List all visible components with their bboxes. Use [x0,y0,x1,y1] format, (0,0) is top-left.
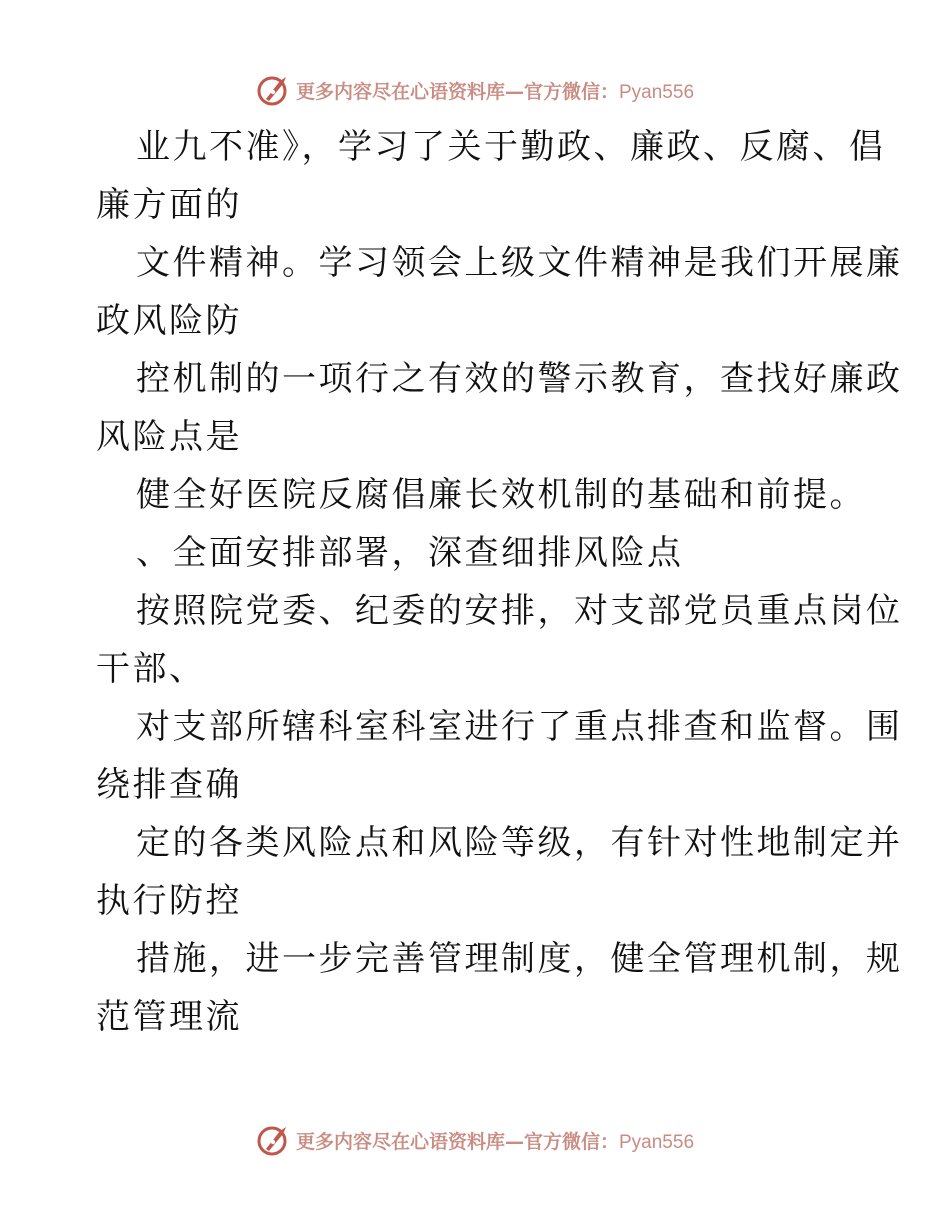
watermark-wechat-id: Pyan556 [619,1131,695,1153]
paragraph-line: 范管理流 [96,997,242,1037]
paragraph-line: 执行防控 [96,881,242,921]
paragraph-line: 定的各类风险点和风险等级，有针对性地制定并 [136,823,903,863]
watermark-wechat-id: Pyan556 [619,81,695,103]
paragraph-line: 控机制的一项行之有效的警示教育，查找好廉政 [136,359,903,399]
paragraph [96,698,903,814]
paragraph-line: 廉方面的 [96,185,242,225]
paragraph [96,234,903,350]
watermark-text [296,77,694,104]
footer-watermark [0,1120,950,1160]
header-watermark [0,70,950,110]
paragraph-line: 绕排查确 [96,765,242,805]
paragraph [96,350,903,466]
paragraph-line: 文件精神。学习领会上级文件精神是我们开展廉 [136,243,903,283]
pen-nib-logo-icon [256,1123,292,1157]
paragraph-line: 、全面安排部署，深查细排风险点 [136,533,684,573]
paragraph [96,814,903,930]
document-body [96,118,903,1046]
paragraph-line: 措施，进一步完善管理制度，健全管理机制，规 [136,939,903,979]
paragraph [96,930,903,1046]
paragraph-line: 风险点是 [96,417,242,457]
paragraph [96,118,886,234]
watermark-text-cn: 更多内容尽在心语资料库—官方微信： [295,1130,619,1153]
pen-nib-logo-icon [256,73,292,107]
paragraph-line: 对支部所辖科室科室进行了重点排查和监督。围 [136,707,903,747]
watermark-text [296,1127,694,1154]
paragraph-line: 按照院党委、纪委的安排，对支部党员重点岗位 [136,591,903,631]
paragraph-line: 健全好医院反腐倡廉长效机制的基础和前提。 [136,475,866,515]
watermark-text-cn: 更多内容尽在心语资料库—官方微信： [295,80,619,103]
paragraph-line: 业九不准》，学习了关于勤政、廉政、反腐、倡 [136,127,886,167]
paragraph [96,466,866,524]
paragraph [96,524,866,582]
paragraph-line: 政风险防 [96,301,242,341]
paragraph-line: 干部、 [96,649,206,689]
paragraph [96,582,903,698]
